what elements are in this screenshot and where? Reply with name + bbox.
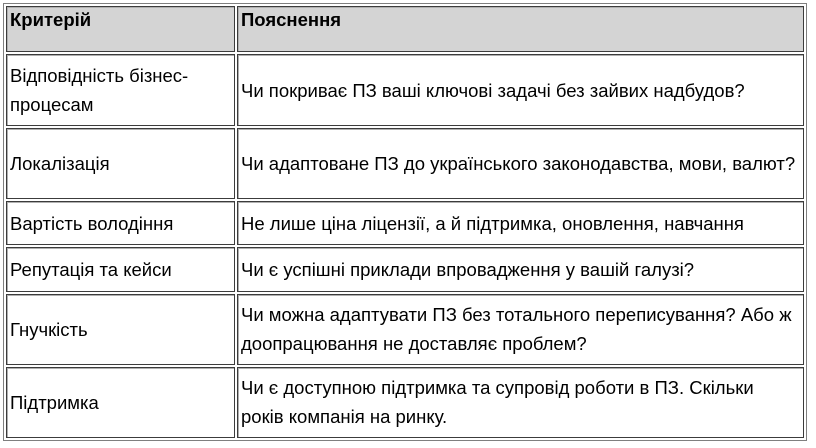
table-row xyxy=(6,201,804,245)
criterion-cell: Підтримка xyxy=(6,367,235,438)
criterion-cell: Відповідність бізнес-процесам xyxy=(6,54,235,125)
table-row xyxy=(6,128,804,199)
criterion-cell: Локалізація xyxy=(6,128,235,199)
header-explanation: Пояснення xyxy=(237,6,804,52)
table-row xyxy=(6,247,804,291)
explanation-cell: Чи можна адаптувати ПЗ без тотального переписування? Або ж доопрацювання не доставляє проблем? xyxy=(237,294,804,365)
explanation-cell: Чи покриває ПЗ ваші ключові задачі без зайвих надбудов? xyxy=(237,54,804,125)
table-row xyxy=(6,54,804,125)
explanation-cell: Чи є доступною підтримка та супровід роботи в ПЗ. Скільки років компанія на ринку. xyxy=(237,367,804,438)
explanation-cell: Чи є успішні приклади впровадження у вашій галузі? xyxy=(237,247,804,291)
criterion-cell: Гнучкість xyxy=(6,294,235,365)
criteria-table-frame xyxy=(3,3,807,441)
table-row xyxy=(6,294,804,365)
criterion-cell: Вартість володіння xyxy=(6,201,235,245)
explanation-cell: Не лише ціна ліцензії, а й підтримка, оновлення, навчання xyxy=(237,201,804,245)
criterion-cell: Репутація та кейси xyxy=(6,247,235,291)
explanation-cell: Чи адаптоване ПЗ до українського законодавства, мови, валют? xyxy=(237,128,804,199)
criteria-table xyxy=(4,4,806,440)
header-criterion: Критерій xyxy=(6,6,235,52)
table-row xyxy=(6,367,804,438)
table-header-row xyxy=(6,6,804,52)
